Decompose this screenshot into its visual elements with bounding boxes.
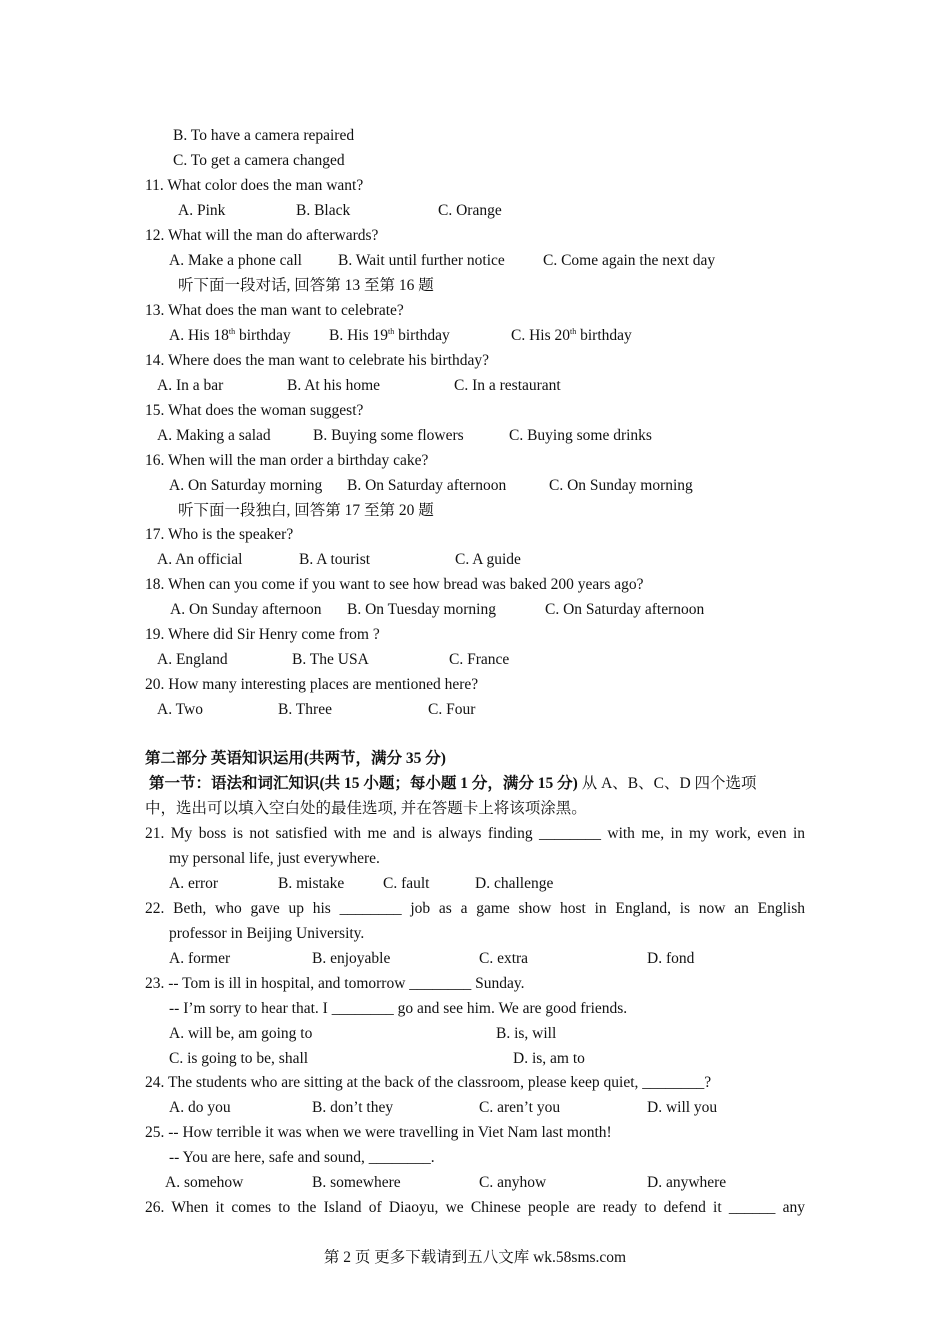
q25-stem: 25. -- How terrible it was when we were travelling in Viet Nam last month! <box>145 1124 612 1141</box>
q14-option-c: C. In a restaurant <box>454 377 561 394</box>
q16-option-b: B. On Saturday afternoon <box>347 477 507 494</box>
q25-option-d: D. anywhere <box>647 1174 727 1191</box>
q22-option-a: A. former <box>169 950 231 967</box>
q10-option-c: C. To get a camera changed <box>173 152 345 169</box>
q22-stem: 22. Beth, who gave up his ________ job as a game show host in England, is now an English <box>145 900 805 917</box>
q24-option-a: A. do you <box>169 1099 231 1116</box>
q14-stem: 14. Where does the man want to celebrate his birthday? <box>145 352 490 369</box>
instruction-13-16: 听下面一段对话, 回答第 13 至第 16 题 <box>178 277 434 294</box>
q23-option-d: D. is, am to <box>513 1050 585 1067</box>
q18-option-a: A. On Sunday afternoon <box>170 601 322 618</box>
q23-option-b: B. is, will <box>496 1025 557 1042</box>
q21-option-c: C. fault <box>383 875 430 892</box>
q15-option-a: A. Making a salad <box>157 427 271 444</box>
q22-option-b: B. enjoyable <box>312 950 391 967</box>
q23-option-a: A. will be, am going to <box>169 1025 313 1042</box>
q20-option-c: C. Four <box>428 701 476 718</box>
q17-option-b: B. A tourist <box>299 551 371 568</box>
q11-option-c: C. Orange <box>438 202 502 219</box>
q11-stem: 11. What color does the man want? <box>145 177 364 194</box>
section1-instructions <box>149 774 757 794</box>
q22-option-c: C. extra <box>479 950 529 967</box>
q23-stem: 23. -- Tom is ill in hospital, and tomorrow ________ Sunday. <box>145 975 525 992</box>
q21-stem: 21. My boss is not satisfied with me and is always finding ________ with me, in my work, even in <box>145 825 805 842</box>
q15-stem: 15. What does the woman suggest? <box>145 402 364 419</box>
q21-option-a: A. error <box>169 875 219 892</box>
q19-stem: 19. Where did Sir Henry come from ? <box>145 626 380 643</box>
part2-heading: 第二部分 英语知识运用(共两节，满分 35 分) <box>145 750 446 767</box>
q11-option-b: B. Black <box>296 202 351 219</box>
q21-option-d: D. challenge <box>475 875 554 892</box>
q12-option-a: A. Make a phone call <box>169 252 302 269</box>
q17-option-a: A. An official <box>157 551 243 568</box>
q20-option-b: B. Three <box>278 701 332 718</box>
q16-option-a: A. On Saturday morning <box>169 477 323 494</box>
q21-option-b: B. mistake <box>278 875 345 892</box>
q20-stem: 20. How many interesting places are mentioned here? <box>145 676 479 693</box>
q13-option-c: C. His 20th birthday <box>511 326 632 344</box>
page-footer: 第 2 页 更多下载请到五八文库 wk.58sms.com <box>323 1249 627 1266</box>
q12-stem: 12. What will the man do afterwards? <box>145 227 379 244</box>
q23-stem-cont: -- I’m sorry to hear that. I ________ go and see him. We are good friends. <box>169 1000 628 1017</box>
q13-stem: 13. What does the man want to celebrate? <box>145 302 404 319</box>
q12-option-c: C. Come again the next day <box>543 252 716 269</box>
q24-option-d: D. will you <box>647 1099 718 1116</box>
q11-option-a: A. Pink <box>178 202 226 219</box>
q25-stem-cont: -- You are here, safe and sound, ________. <box>169 1149 435 1166</box>
q15-option-b: B. Buying some flowers <box>313 427 464 444</box>
q24-option-c: C. aren’t you <box>479 1099 561 1116</box>
q20-option-a: A. Two <box>157 701 203 718</box>
q18-option-b: B. On Tuesday morning <box>347 601 496 618</box>
q22-option-d: D. fond <box>647 950 695 967</box>
instruction-17-20: 听下面一段独白, 回答第 17 至第 20 题 <box>178 502 434 519</box>
section1-title: 第一节：语法和词汇知识(共 15 小题；每小题 1 分，满分 15 分) <box>149 775 578 792</box>
q25-option-b: B. somewhere <box>312 1174 401 1191</box>
q17-option-c: C. A guide <box>455 551 521 568</box>
q10-option-b: B. To have a camera repaired <box>173 127 355 144</box>
q19-option-c: C. France <box>449 651 510 668</box>
q19-option-a: A. England <box>157 651 228 668</box>
q16-option-c: C. On Sunday morning <box>549 477 693 494</box>
q13-option-b: B. His 19th birthday <box>329 326 450 344</box>
q25-option-c: C. anyhow <box>479 1174 547 1191</box>
q24-stem: 24. The students who are sitting at the back of the classroom, please keep quiet, ________? <box>145 1074 712 1091</box>
q17-stem: 17. Who is the speaker? <box>145 526 294 543</box>
q21-stem-cont: my personal life, just everywhere. <box>169 850 380 867</box>
q14-option-a: A. In a bar <box>157 377 224 394</box>
q14-option-b: B. At his home <box>287 377 381 394</box>
section1-instruction-text: 从 A、B、C、D 四个选项 <box>577 775 757 792</box>
q24-option-b: B. don’t they <box>312 1099 394 1116</box>
q18-stem: 18. When can you come if you want to see how bread was baked 200 years ago? <box>145 576 644 593</box>
q22-stem-cont: professor in Beijing University. <box>169 925 365 942</box>
q25-option-a: A. somehow <box>165 1174 244 1191</box>
q15-option-c: C. Buying some drinks <box>509 427 652 444</box>
section1-instructions-line2: 中，选出可以填入空白处的最佳选项, 并在答题卡上将该项涂黑。 <box>145 800 587 817</box>
q13-option-a: A. His 18th birthday <box>169 326 291 344</box>
q26-stem: 26. When it comes to the Island of Diaoyu, we Chinese people are ready to defend it ______ any <box>145 1199 805 1216</box>
q23-option-c: C. is going to be, shall <box>169 1050 309 1067</box>
q18-option-c: C. On Saturday afternoon <box>545 601 705 618</box>
q12-option-b: B. Wait until further notice <box>338 252 505 269</box>
q16-stem: 16. When will the man order a birthday cake? <box>145 452 429 469</box>
q19-option-b: B. The USA <box>292 651 369 668</box>
